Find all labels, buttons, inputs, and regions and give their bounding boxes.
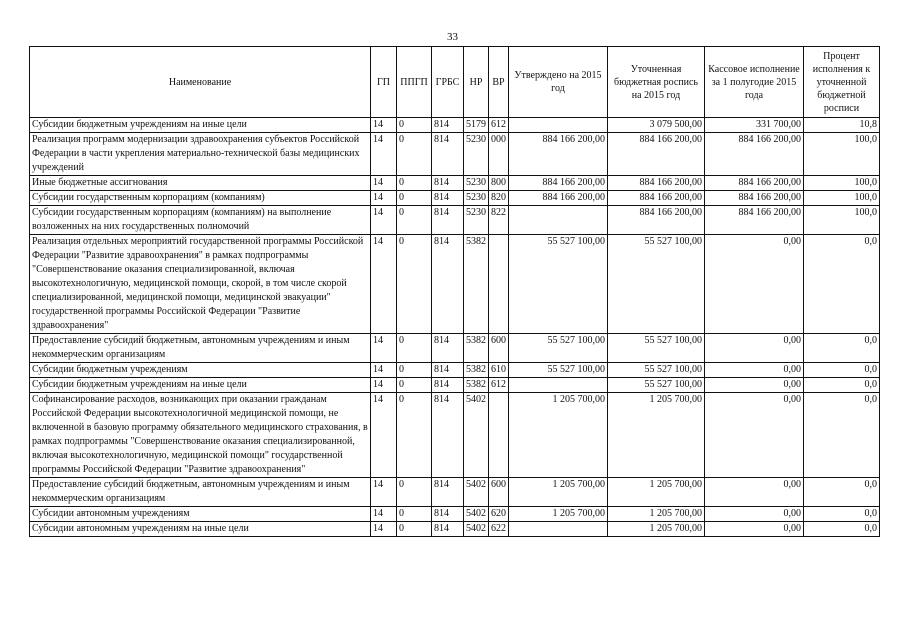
cell-name: Предоставление субсидий бюджетным, автономным учреждениям и иным некоммерческим организациям <box>30 478 371 507</box>
cell-percent: 0,0 <box>804 522 880 537</box>
cell-ppgp: 0 <box>397 507 432 522</box>
cell-cash: 0,00 <box>705 334 804 363</box>
cell-ppgp: 0 <box>397 363 432 378</box>
cell-grbs: 814 <box>432 393 464 478</box>
cell-name: Реализация отдельных мероприятий государственной программы Российской Федерации "Развитие здравоохранения" в рамках подпрограммы "Совершенствование оказания специализированной, включая высокотехнологичную, медицинской помощи, скорой, в том числе скорой специализированной, медицинской помощи, медицинской эвакуации" государственной программы Российской Федерации "Развитие здравоохранения" <box>30 235 371 334</box>
cell-refined: 55 527 100,00 <box>608 378 705 393</box>
cell-cash: 0,00 <box>705 507 804 522</box>
cell-percent: 0,0 <box>804 363 880 378</box>
cell-refined: 55 527 100,00 <box>608 334 705 363</box>
cell-ppgp: 0 <box>397 133 432 176</box>
cell-np: 5382 <box>464 334 489 363</box>
table-row <box>30 378 880 393</box>
cell-cash: 884 166 200,00 <box>705 176 804 191</box>
cell-grbs: 814 <box>432 363 464 378</box>
column-header-refined: Уточненная бюджетная роспись на 2015 год <box>608 47 705 118</box>
cell-grbs: 814 <box>432 334 464 363</box>
cell-percent: 100,0 <box>804 206 880 235</box>
cell-name: Субсидии бюджетным учреждениям на иные цели <box>30 378 371 393</box>
cell-name: Субсидии бюджетным учреждениям на иные цели <box>30 118 371 133</box>
cell-ppgp: 0 <box>397 393 432 478</box>
cell-refined: 884 166 200,00 <box>608 176 705 191</box>
table-row <box>30 235 880 334</box>
cell-gp: 14 <box>371 334 397 363</box>
cell-vr: 600 <box>489 478 509 507</box>
cell-cash: 0,00 <box>705 363 804 378</box>
cell-name: Субсидии государственным корпорациям (компаниям) <box>30 191 371 206</box>
column-header-percent: Процент исполнения к уточненной бюджетной росписи <box>804 47 880 118</box>
cell-grbs: 814 <box>432 478 464 507</box>
cell-percent: 0,0 <box>804 393 880 478</box>
cell-gp: 14 <box>371 133 397 176</box>
cell-np: 5230 <box>464 206 489 235</box>
cell-cash: 0,00 <box>705 522 804 537</box>
cell-vr: 820 <box>489 191 509 206</box>
cell-percent: 0,0 <box>804 378 880 393</box>
cell-vr: 600 <box>489 334 509 363</box>
column-header-cash: Кассовое исполнение за 1 полугодие 2015 года <box>705 47 804 118</box>
column-header-gp: ГП <box>371 47 397 118</box>
cell-np: 5179 <box>464 118 489 133</box>
cell-grbs: 814 <box>432 206 464 235</box>
cell-approved: 1 205 700,00 <box>509 507 608 522</box>
cell-grbs: 814 <box>432 133 464 176</box>
cell-cash: 0,00 <box>705 235 804 334</box>
cell-name: Субсидии государственным корпорациям (компаниям) на выполнение возложенных на них государственных полномочий <box>30 206 371 235</box>
cell-approved <box>509 522 608 537</box>
cell-refined: 55 527 100,00 <box>608 235 705 334</box>
cell-approved <box>509 118 608 133</box>
cell-vr <box>489 235 509 334</box>
cell-refined: 884 166 200,00 <box>608 133 705 176</box>
page-number: 33 <box>447 31 458 43</box>
cell-refined: 3 079 500,00 <box>608 118 705 133</box>
column-header-grbs: ГРБС <box>432 47 464 118</box>
cell-np: 5402 <box>464 507 489 522</box>
table-row <box>30 478 880 507</box>
cell-vr: 622 <box>489 522 509 537</box>
table-row <box>30 191 880 206</box>
cell-approved: 884 166 200,00 <box>509 191 608 206</box>
table-body <box>30 118 880 537</box>
column-header-approved: Утверждено на 2015 год <box>509 47 608 118</box>
cell-cash: 884 166 200,00 <box>705 191 804 206</box>
cell-np: 5402 <box>464 393 489 478</box>
cell-gp: 14 <box>371 176 397 191</box>
cell-percent: 0,0 <box>804 334 880 363</box>
cell-np: 5382 <box>464 235 489 334</box>
cell-gp: 14 <box>371 378 397 393</box>
cell-name: Иные бюджетные ассигнования <box>30 176 371 191</box>
cell-np: 5230 <box>464 133 489 176</box>
cell-ppgp: 0 <box>397 378 432 393</box>
cell-refined: 884 166 200,00 <box>608 206 705 235</box>
table-row <box>30 206 880 235</box>
table-row <box>30 507 880 522</box>
cell-vr: 000 <box>489 133 509 176</box>
cell-refined: 1 205 700,00 <box>608 507 705 522</box>
cell-refined: 1 205 700,00 <box>608 393 705 478</box>
cell-refined: 55 527 100,00 <box>608 363 705 378</box>
cell-refined: 1 205 700,00 <box>608 522 705 537</box>
cell-ppgp: 0 <box>397 191 432 206</box>
cell-ppgp: 0 <box>397 522 432 537</box>
cell-np: 5230 <box>464 191 489 206</box>
column-header-name: Наименование <box>30 47 371 118</box>
cell-gp: 14 <box>371 522 397 537</box>
cell-vr: 610 <box>489 363 509 378</box>
table-row <box>30 118 880 133</box>
cell-name: Субсидии бюджетным учреждениям <box>30 363 371 378</box>
cell-gp: 14 <box>371 507 397 522</box>
cell-vr: 800 <box>489 176 509 191</box>
cell-gp: 14 <box>371 393 397 478</box>
cell-vr <box>489 393 509 478</box>
cell-cash: 0,00 <box>705 478 804 507</box>
cell-grbs: 814 <box>432 507 464 522</box>
cell-cash: 0,00 <box>705 378 804 393</box>
budget-execution-table <box>29 46 880 537</box>
cell-vr: 620 <box>489 507 509 522</box>
cell-approved: 55 527 100,00 <box>509 235 608 334</box>
cell-percent: 100,0 <box>804 191 880 206</box>
cell-grbs: 814 <box>432 235 464 334</box>
cell-gp: 14 <box>371 118 397 133</box>
cell-approved: 884 166 200,00 <box>509 133 608 176</box>
column-header-np: НР <box>464 47 489 118</box>
cell-np: 5230 <box>464 176 489 191</box>
cell-percent: 100,0 <box>804 176 880 191</box>
cell-ppgp: 0 <box>397 118 432 133</box>
cell-cash: 0,00 <box>705 393 804 478</box>
cell-grbs: 814 <box>432 191 464 206</box>
cell-approved: 1 205 700,00 <box>509 393 608 478</box>
cell-ppgp: 0 <box>397 235 432 334</box>
column-header-vr: ВР <box>489 47 509 118</box>
cell-name: Предоставление субсидий бюджетным, автономным учреждениям и иным некоммерческим организациям <box>30 334 371 363</box>
cell-grbs: 814 <box>432 176 464 191</box>
cell-cash: 884 166 200,00 <box>705 206 804 235</box>
cell-percent: 0,0 <box>804 478 880 507</box>
cell-grbs: 814 <box>432 378 464 393</box>
cell-percent: 0,0 <box>804 235 880 334</box>
cell-cash: 884 166 200,00 <box>705 133 804 176</box>
cell-approved <box>509 378 608 393</box>
table-row <box>30 176 880 191</box>
cell-vr: 612 <box>489 118 509 133</box>
table-row <box>30 133 880 176</box>
cell-percent: 100,0 <box>804 133 880 176</box>
cell-grbs: 814 <box>432 522 464 537</box>
cell-approved: 884 166 200,00 <box>509 176 608 191</box>
cell-np: 5382 <box>464 363 489 378</box>
cell-ppgp: 0 <box>397 206 432 235</box>
table-row <box>30 393 880 478</box>
cell-percent: 0,0 <box>804 507 880 522</box>
table-row <box>30 334 880 363</box>
cell-percent: 10,8 <box>804 118 880 133</box>
cell-vr: 822 <box>489 206 509 235</box>
cell-name: Реализация программ модернизации здравоохранения субъектов Российской Федерации в части укрепления материально-технической базы медицинских учреждений <box>30 133 371 176</box>
cell-np: 5402 <box>464 478 489 507</box>
cell-gp: 14 <box>371 191 397 206</box>
cell-gp: 14 <box>371 206 397 235</box>
cell-grbs: 814 <box>432 118 464 133</box>
cell-name: Софинансирование расходов, возникающих при оказании гражданам Российской Федерации высокотехнологичной медицинской помощи, не включенной в базовую программу обязательного медицинского страхования, в рамках подпрограммы "Совершенствование оказания специализированной, включая высокотехнологичную, медицинской помощи" государственной программы Российской Федерации "Развитие здравоохранения" <box>30 393 371 478</box>
table-header-row <box>30 47 880 118</box>
cell-gp: 14 <box>371 235 397 334</box>
cell-approved: 1 205 700,00 <box>509 478 608 507</box>
cell-np: 5382 <box>464 378 489 393</box>
cell-name: Субсидии автономным учреждениям <box>30 507 371 522</box>
table-row <box>30 363 880 378</box>
cell-approved: 55 527 100,00 <box>509 363 608 378</box>
cell-gp: 14 <box>371 363 397 378</box>
cell-name: Субсидии автономным учреждениям на иные цели <box>30 522 371 537</box>
cell-gp: 14 <box>371 478 397 507</box>
cell-cash: 331 700,00 <box>705 118 804 133</box>
cell-refined: 1 205 700,00 <box>608 478 705 507</box>
cell-ppgp: 0 <box>397 334 432 363</box>
cell-vr: 612 <box>489 378 509 393</box>
cell-approved <box>509 206 608 235</box>
cell-ppgp: 0 <box>397 176 432 191</box>
cell-approved: 55 527 100,00 <box>509 334 608 363</box>
cell-np: 5402 <box>464 522 489 537</box>
cell-refined: 884 166 200,00 <box>608 191 705 206</box>
cell-ppgp: 0 <box>397 478 432 507</box>
column-header-ppgp: ППГП <box>397 47 432 118</box>
table-row <box>30 522 880 537</box>
